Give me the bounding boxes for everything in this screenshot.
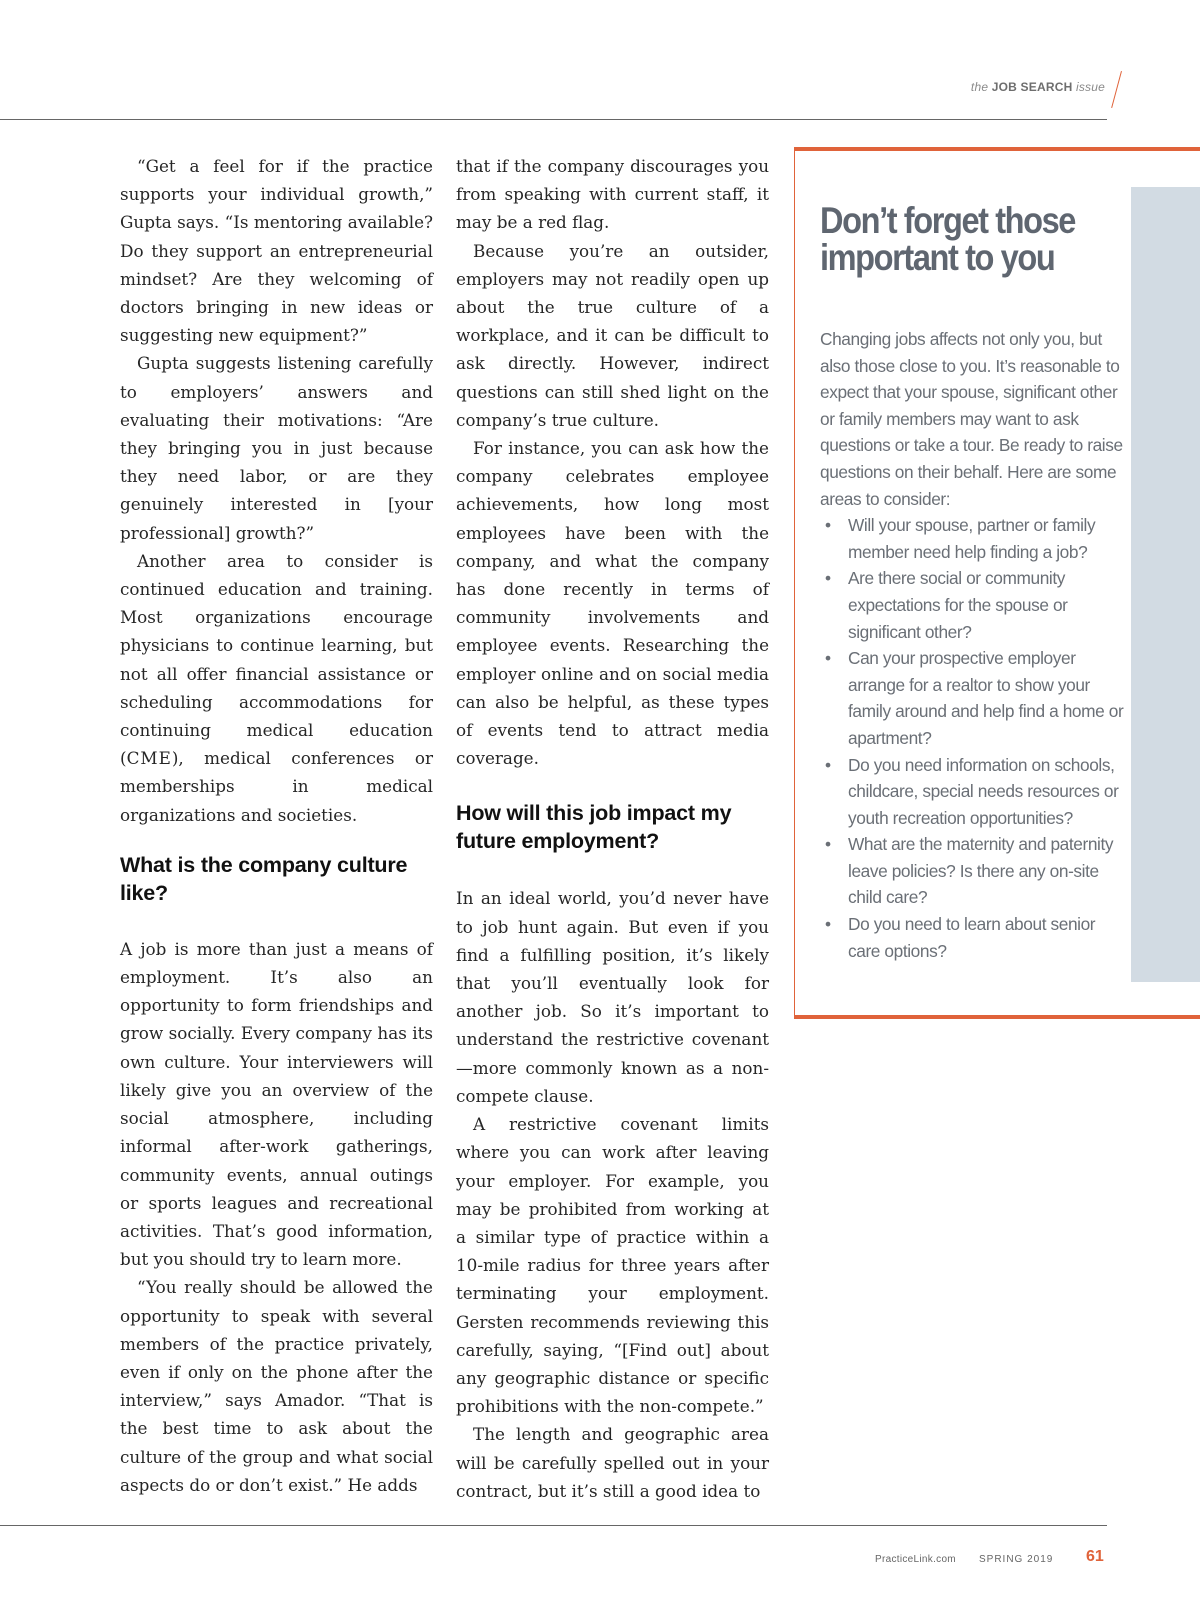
paragraph: In an ideal world, you’d never have to job hunt again. But even if you find a fulfilling position, it’s likely that you’ll eventually look for another job. So it’s important to understand the restrictive covenant—more commonly known as a non-compete clause. xyxy=(456,888,769,1106)
top-rule xyxy=(0,119,1107,120)
abbreviation: CME xyxy=(126,748,172,769)
bullet-icon: • xyxy=(825,914,831,935)
page-number: 61 xyxy=(1086,1548,1104,1565)
list-item xyxy=(820,645,1130,751)
list-item xyxy=(820,752,1130,832)
header-prefix: the xyxy=(970,80,989,94)
list-item xyxy=(820,512,1130,565)
footer-site: PracticeLink.com xyxy=(875,1554,956,1565)
paragraph: Gupta suggests listening carefully to employers’ answers and evaluating their motivations: “Are they bringing you in just because they need labor, or are they genuinely interested in [your professional] growth?” xyxy=(120,353,433,543)
paragraph: A job is more than just a means of employment. It’s also an opportunity to form friendships and grow socially. Every company has its own culture. Your interviewers will likely give you an overview of the social atmosphere, including informal after-work gatherings, community events, annual outings or sports leagues and recreational activities. That’s good information, but you should try to learn more. xyxy=(120,938,433,1270)
list-item xyxy=(820,831,1130,911)
sidebar-intro: Changing jobs affects not only you, but also those close to you. It’s reasonable to expect that your spouse, significant other or family members may want to ask questions or take a tour. Be ready to raise questions on their behalf. Here are some areas to consider: xyxy=(820,329,1123,509)
sidebar-list xyxy=(820,512,1130,964)
list-item-text: Will your spouse, partner or family member need help finding a job? xyxy=(848,515,1096,562)
list-item xyxy=(820,565,1130,645)
footer-issue: SPRING 2019 xyxy=(979,1554,1054,1565)
article-column-2 xyxy=(456,152,769,1505)
paragraph: A restrictive covenant limits where you can work after leaving your employer. For example, you may be prohibited from working at a similar type of practice within a 10-mile radius for three years after terminating your employment. Gersten recommends reviewing this carefully, saying, “[Find out] about any geographic distance or specific prohibitions with the non-compete.” xyxy=(456,1114,769,1417)
bullet-icon: • xyxy=(825,515,831,536)
bottom-rule xyxy=(0,1525,1107,1526)
list-item-text: Do you need to learn about senior care options? xyxy=(848,914,1096,961)
list-item-text: What are the maternity and paternity leave policies? Is there any on-site child care? xyxy=(848,834,1114,908)
paragraph: that if the company discourages you from speaking with current staff, it may be a red flag. xyxy=(456,156,769,233)
header-slash-divider xyxy=(1111,71,1122,108)
running-header xyxy=(971,80,1105,94)
section-heading: How will this job impact my future employment? xyxy=(456,801,732,854)
list-item-text: Do you need information on schools, childcare, special needs resources or youth recreation opportunities? xyxy=(848,754,1119,828)
sidebar-title: Don’t forget those important to you xyxy=(820,200,1076,278)
list-item-text: Can your prospective employer arrange for a realtor to show your family around and help find a home or apartment? xyxy=(848,648,1124,748)
sidebar-body xyxy=(820,326,1130,964)
list-item xyxy=(820,911,1130,964)
paragraph: The length and geographic area will be carefully spelled out in your contract, but it’s still a good idea to xyxy=(456,1424,769,1501)
list-item-text: Are there social or community expectations for the spouse or significant other? xyxy=(848,568,1068,642)
bullet-icon: • xyxy=(825,648,831,669)
bullet-icon: • xyxy=(825,568,831,589)
bullet-icon: • xyxy=(825,754,831,775)
header-topic: JOB SEARCH xyxy=(991,80,1073,94)
paragraph: “Get a feel for if the practice supports your individual growth,” Gupta says. “Is mentoring available? Do they support an entrepreneurial mindset? Are they welcoming of doctors bringing in new ideas or suggesting new equipment?” xyxy=(120,156,433,346)
paragraph-text: ), medical conferences or memberships in medical organizations and societies. xyxy=(120,748,433,825)
bullet-icon: • xyxy=(825,834,831,855)
section-heading: What is the company culture like? xyxy=(120,852,408,905)
paragraph xyxy=(120,547,433,829)
article-column-1 xyxy=(120,152,433,1499)
paragraph: For instance, you can ask how the company celebrates employee achievements, how long most employees have been with the company, and what the company has done recently in terms of community involvements and employee events. Researching the employer online and on social media can also be helpful, as these types of events tend to attract media coverage. xyxy=(456,438,769,769)
header-suffix: issue xyxy=(1075,80,1105,94)
paragraph-text: Another area to consider is continued education and training. Most organizations encourage physicians to continue learning, but not all offer financial assistance or scheduling accommodations for continuing medical education ( xyxy=(120,550,433,769)
paragraph: Because you’re an outsider, employers may not readily open up about the true culture of a workplace, and it can be difficult to ask directly. However, indirect questions can still shed light on the company’s true culture. xyxy=(456,240,769,430)
paragraph: “You really should be allowed the opportunity to speak with several members of the practice privately, even if only on the phone after the interview,” says Amador. “That is the best time to ask about the culture of the group and what social aspects do or don’t exist.” He adds xyxy=(120,1277,433,1495)
